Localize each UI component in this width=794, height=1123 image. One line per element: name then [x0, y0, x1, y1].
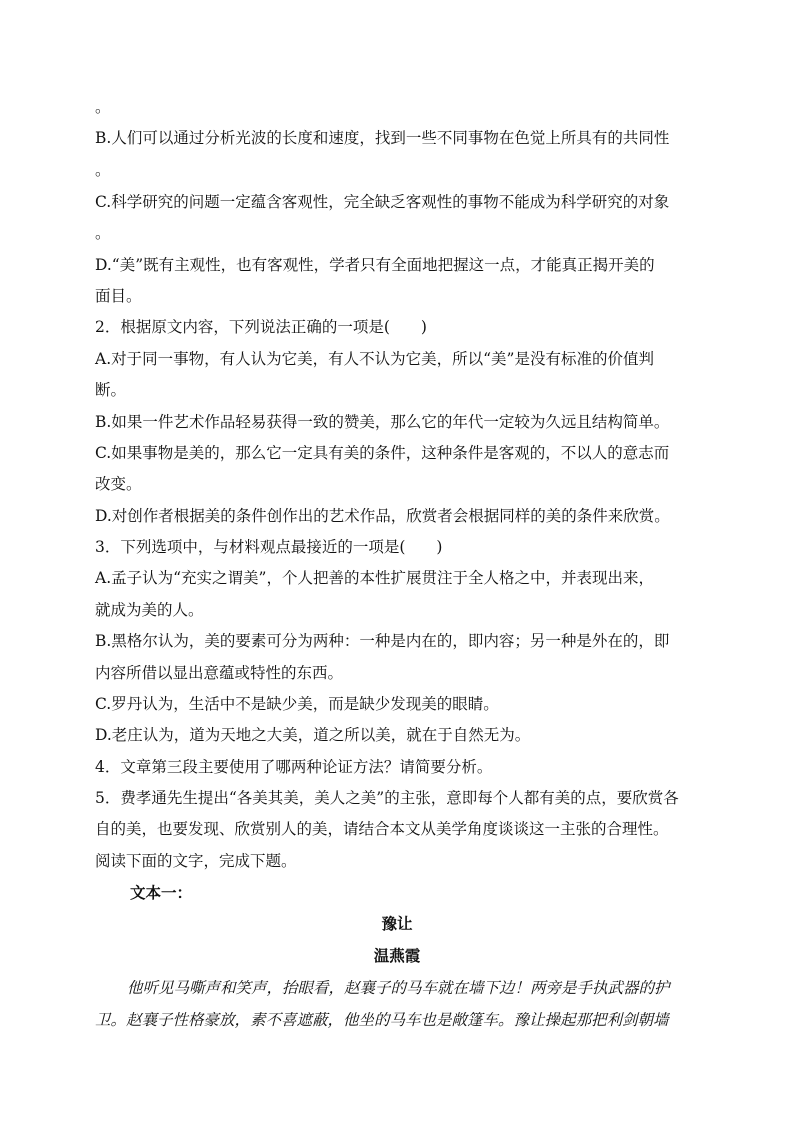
reading-instruction: 阅读下面的文字，完成下题。: [95, 852, 297, 870]
option-c-line: C.罗丹认为，生活中不是缺少美，而是缺少发现美的眼睛。: [95, 695, 499, 713]
text-line: 。: [95, 98, 111, 116]
option-c-line: C.科学研究的问题一定蕴含客观性，完全缺乏客观性的事物不能成为科学研究的对象: [95, 193, 670, 211]
question-4-stem: 4．文章第三段主要使用了哪两种论证方法？请简要分析。: [95, 758, 493, 776]
text-line: 断。: [95, 381, 127, 399]
option-d-line: D.老庄认为，道为天地之大美，道之所以美，就在于自然无为。: [95, 726, 531, 744]
text-line: 。: [95, 224, 111, 242]
story-title: 豫让: [381, 914, 413, 933]
story-paragraph-line: 卫。赵襄子性格豪放，素不喜遮蔽，他坐的马车也是敞篷车。豫让操起那把利剑朝墙: [95, 1011, 669, 1029]
option-d-line: D.对创作者根据美的条件创作出的艺术作品，欣赏者会根据同样的美的条件来欣赏。: [95, 507, 670, 525]
option-c-line: C.如果事物是美的，那么它一定具有美的条件，这种条件是客观的，不以人的意志而: [95, 444, 670, 462]
text-line: 改变。: [95, 475, 142, 493]
option-b-line: B.人们可以通过分析光波的长度和速度，找到一些不同事物在色觉上所具有的共同性: [95, 129, 670, 147]
section-label: 文本一：: [130, 883, 193, 902]
text-line: 内容所借以显出意蕴或特性的东西。: [95, 664, 344, 682]
question-5-stem: 5．费孝通先生提出“各美其美，美人之美”的主张，意即每个人都有美的点，要欣赏各: [95, 789, 679, 807]
text-line: 自的美，也要发现、欣赏别人的美，请结合本文从美学角度谈谈这一主张的合理性。: [95, 820, 669, 838]
option-b-line: B.如果一件艺术作品轻易获得一致的赞美，那么它的年代一定较为久远且结构简单。: [95, 413, 670, 431]
option-a-line: A.对于同一事物，有人认为它美，有人不认为它美，所以“美”是没有标准的价值判: [95, 350, 654, 368]
question-2-stem: 2．根据原文内容，下列说法正确的一项是( ): [95, 318, 427, 336]
story-paragraph-line: 他听见马嘶声和笑声，抬眼看，赵襄子的马车就在墙下边！两旁是手执武器的护: [127, 979, 670, 997]
text-line: 。: [95, 161, 111, 179]
option-b-line: B.黑格尔认为，美的要素可分为两种：一种是内在的，即内容；另一种是外在的，即: [95, 632, 670, 650]
option-d-line: D.“美”既有主观性，也有客观性，学者只有全面地把握这一点，才能真正揭开美的: [95, 256, 655, 274]
option-a-line: A.孟子认为“充实之谓美”，个人把善的本性扩展贯注于全人格之中，并表现出来，: [95, 569, 654, 587]
question-3-stem: 3．下列选项中，与材料观点最接近的一项是( ): [95, 538, 443, 556]
text-line: 面目。: [95, 287, 142, 305]
story-author: 温燕霞: [373, 946, 421, 965]
text-line: 就成为美的人。: [95, 601, 204, 619]
